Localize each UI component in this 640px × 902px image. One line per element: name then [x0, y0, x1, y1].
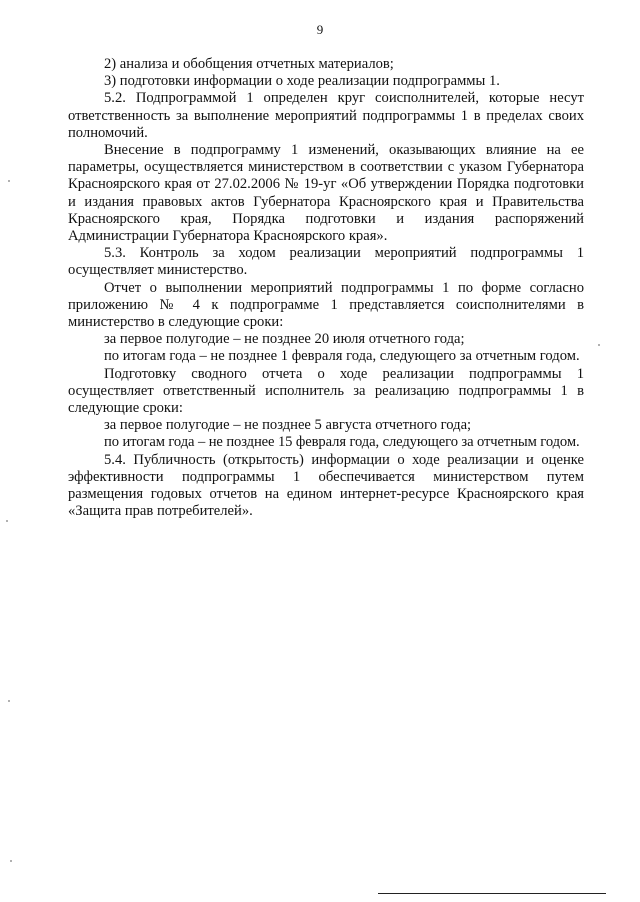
paragraph-deadline-half-year: за первое полугодие – не позднее 20 июля отчетного года; — [104, 331, 465, 348]
scan-speck — [10, 860, 12, 862]
scan-speck — [598, 344, 600, 346]
paragraph-section-5-2: 5.2. Подпрограммой 1 определен круг соисполнителей, которые несут ответственность за выполнение мероприятий подпрограммы 1 в пределах своих полномочий. — [68, 90, 584, 141]
scan-speck — [8, 700, 10, 702]
page-number: 9 — [316, 22, 324, 37]
paragraph-section-5-4: 5.4. Публичность (открытость) информации о ходе реализации и оценке эффективности подпрограммы 1 обеспечивается министерством путем размещения годовых отчетов на едином интернет-ресурсе Красноярского края «Защита прав потребителей». — [68, 451, 584, 520]
paragraph-amendments: Внесение в подпрограмму 1 изменений, оказывающих влияние на ее параметры, осуществляется министерством в соответствии с указом Губернатора Красноярского края от 27.02.2006 № 19-уг «Об утверждении Порядка подготовки и издания правовых актов Губернатора Красноярского края и Правительства Красноярского края, Порядка подготовки и издания распоряжений Администрации Губернатора Красноярского края». — [68, 142, 584, 245]
scan-speck — [6, 520, 8, 522]
paragraph-summary-deadline-year: по итогам года – не позднее 15 февраля года, следующего за отчетным годом. — [104, 434, 580, 451]
paragraph-section-5-3: 5.3. Контроль за ходом реализации мероприятий подпрограммы 1 осуществляет министерство. — [68, 245, 584, 279]
paragraph-list-item-3: 3) подготовки информации о ходе реализации подпрограммы 1. — [104, 73, 500, 90]
paragraph-report-submission: Отчет о выполнении мероприятий подпрограммы 1 по форме согласно приложению № 4 к подпрограмме 1 представляется соисполнителями в министерство в следующие сроки: — [68, 279, 584, 331]
paragraph-summary-deadline-half-year: за первое полугодие – не позднее 5 августа отчетного года; — [104, 417, 472, 434]
scan-speck — [8, 180, 10, 182]
paragraph-list-item-2: 2) анализа и обобщения отчетных материалов; — [104, 56, 394, 72]
scan-edge-line — [378, 893, 606, 894]
document-body — [68, 56, 584, 520]
paragraph-summary-report: Подготовку сводного отчета о ходе реализации подпрограммы 1 осуществляет ответственный исполнитель за реализацию подпрограммы 1 в следующие сроки: — [68, 365, 584, 417]
paragraph-deadline-year: по итогам года – не позднее 1 февраля года, следующего за отчетным годом. — [104, 348, 580, 365]
